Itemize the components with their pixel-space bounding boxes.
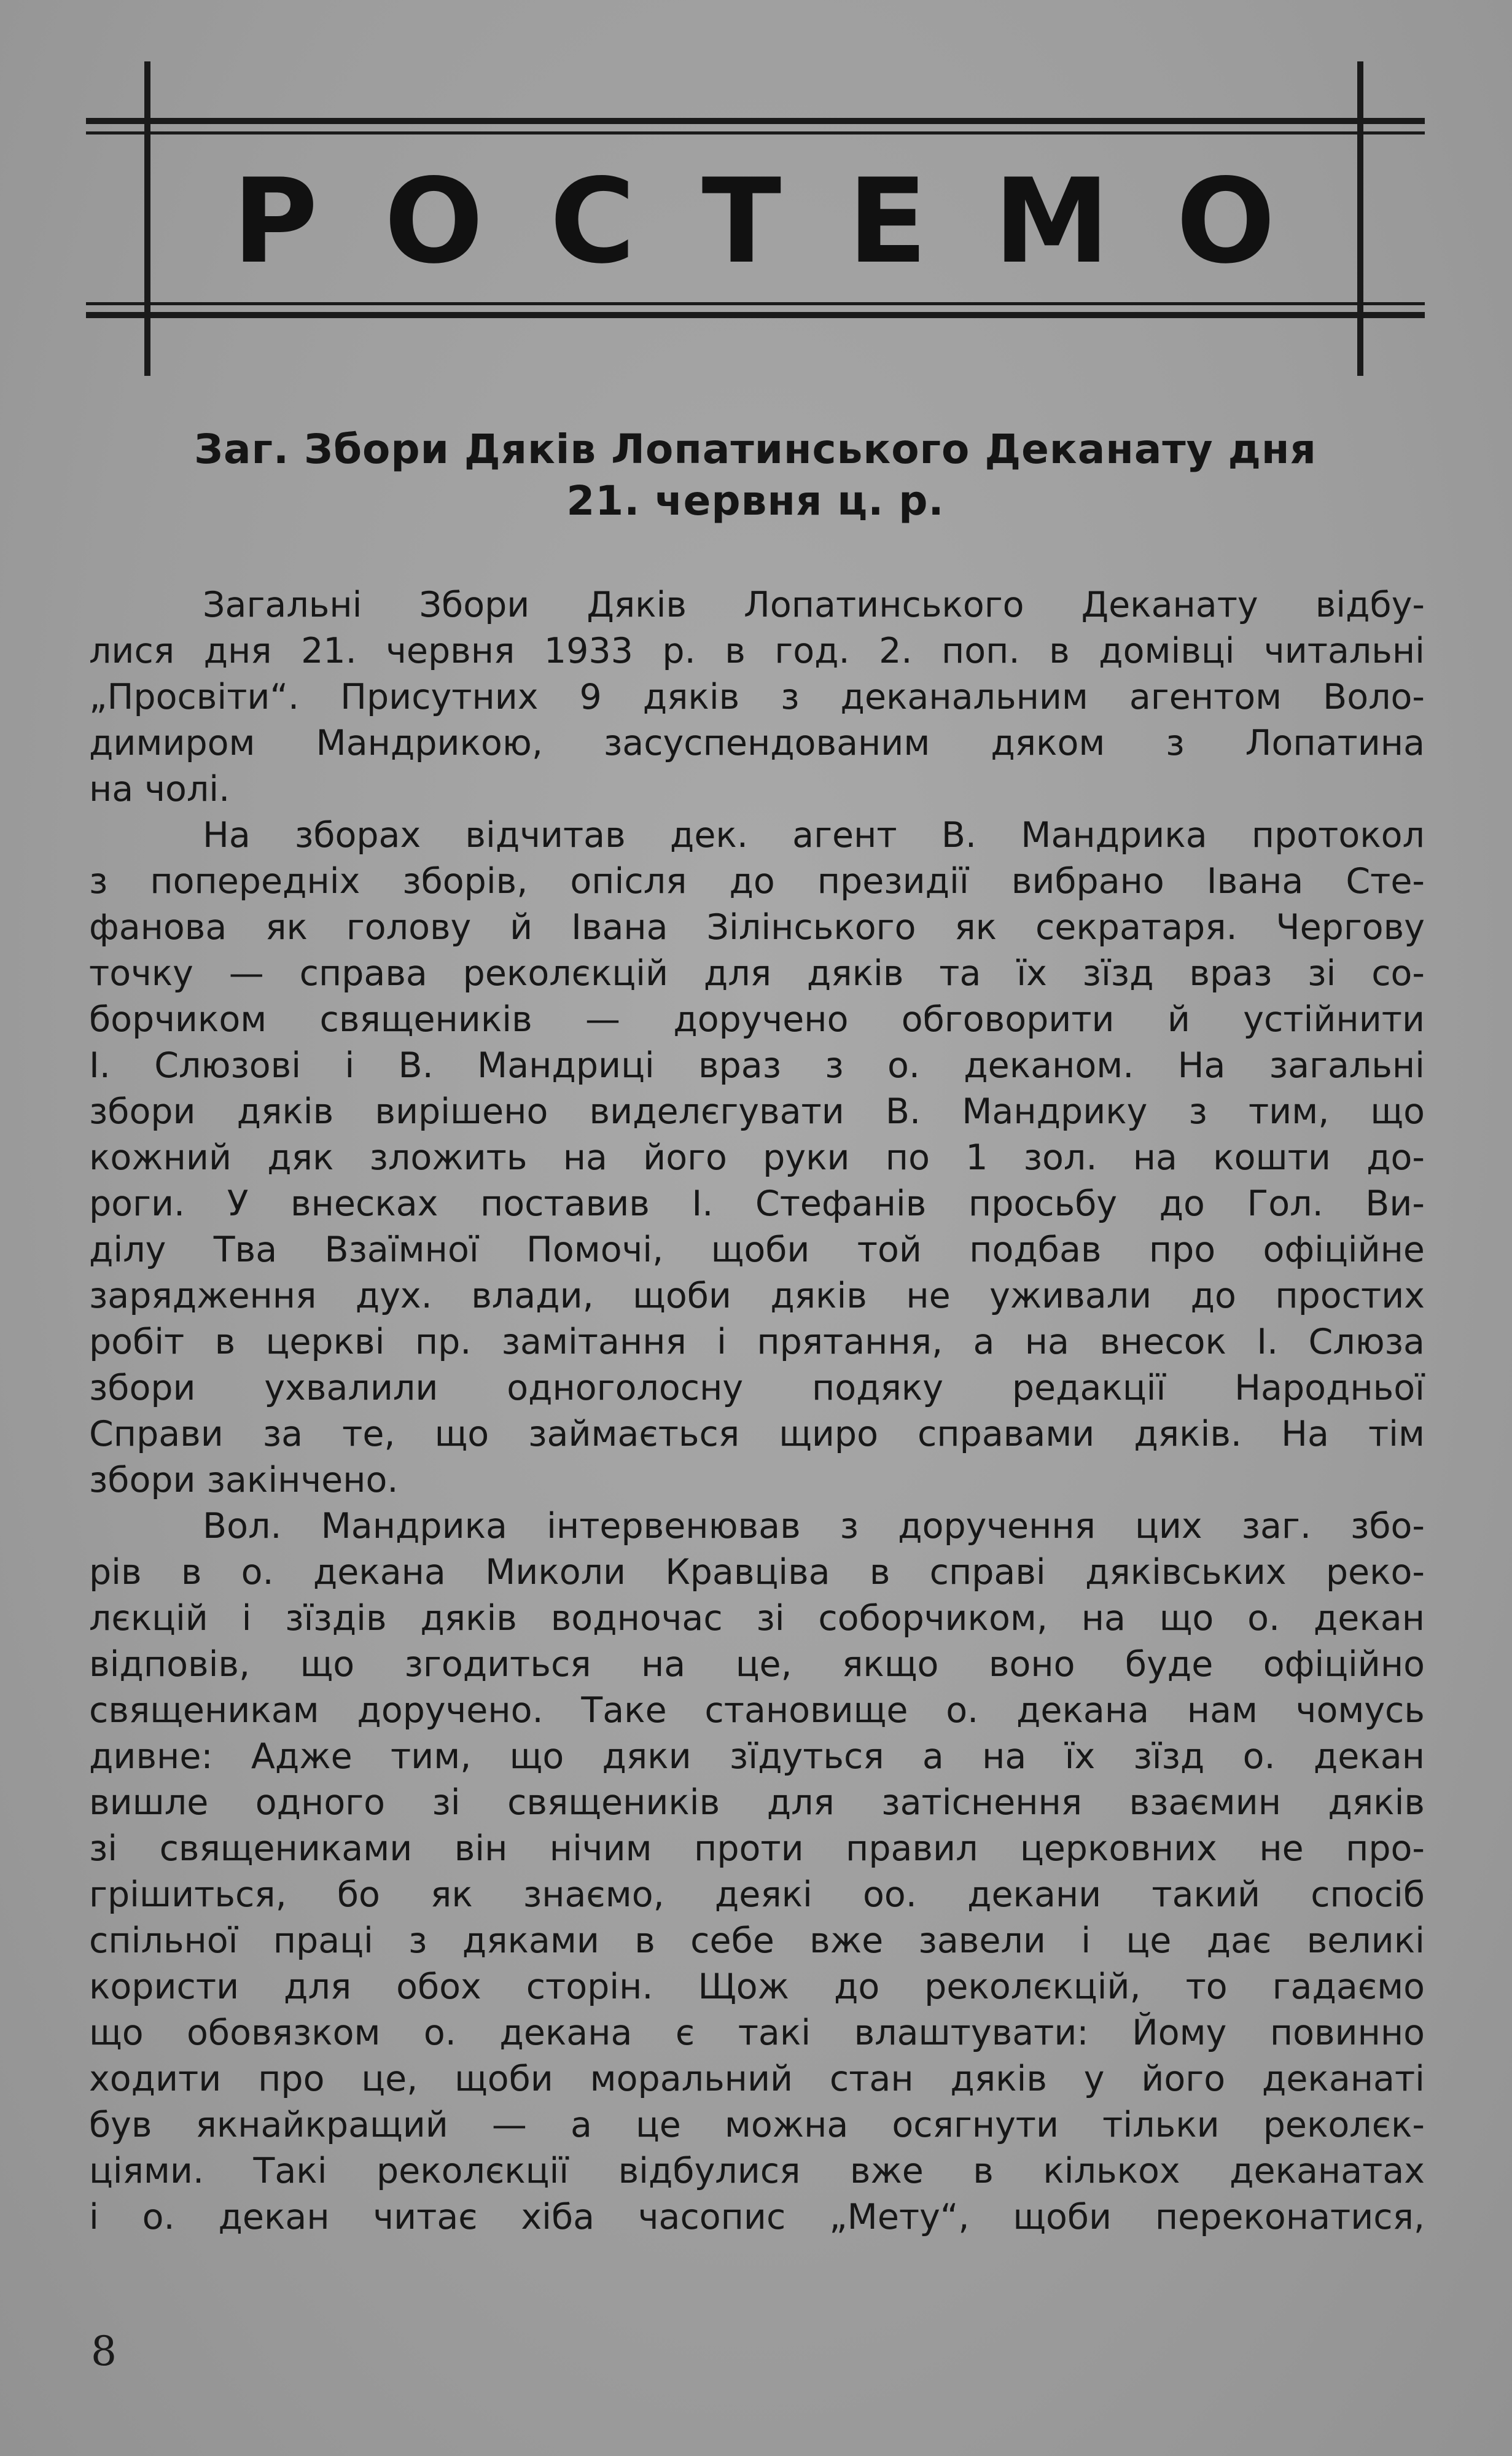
article-body (89, 582, 1425, 2240)
text-line: що обовязком о. декана є такі влаштувати: Йому повинно (89, 2013, 1425, 2053)
text-line: і о. декан читає хіба часопис „Мету“, щоби переконатися, (89, 2197, 1425, 2237)
masthead (86, 61, 1425, 381)
masthead-title: РОСТЕМО (232, 153, 1342, 289)
text-line: користи для обох сторін. Щож до реколєкцій, то гадаємо (89, 1967, 1425, 2007)
text-line: І. Слюзові і В. Мандриці враз з о. деканом. На загальні (89, 1045, 1425, 1086)
text-line: рів в о. декана Миколи Кравціва в справі дяківських реко- (89, 1552, 1425, 1593)
text-line: збори закінчено. (89, 1460, 399, 1500)
masthead-rule-right (1357, 61, 1363, 376)
masthead-rule-top-thick (86, 118, 1425, 124)
text-line: збори дяків вирішено виделєгувати В. Мандрику з тим, що (89, 1091, 1425, 1132)
text-line: борчиком священиків — доручено обговорити й устійнити (89, 999, 1425, 1040)
text-line: ділу Тва Взаїмної Помочі, щоби той подбав про офіційне (89, 1230, 1425, 1270)
text-line: вишле одного зі священиків для затіснення взаємин дяків (89, 1782, 1425, 1823)
text-line: точку — справа реколєкцій для дяків та їх зїзд враз зі со- (89, 953, 1425, 994)
text-line: фанова як голову й Івана Зілінського як секратаря. Чергову (89, 907, 1425, 948)
article-title-line-1: Заг. Збори Дяків Лопатинського Деканату дня (194, 426, 1317, 473)
text-line: „Просвіти“. Присутних 9 дяків з деканальним агентом Воло- (89, 677, 1425, 717)
text-line: відповів, що згодиться на це, якщо воно буде офіційно (89, 1644, 1425, 1685)
text-line: ходити про це, щоби моральний стан дяків у його деканаті (89, 2059, 1425, 2099)
text-line: зі священиками він нічим проти правил церковних не про- (89, 1828, 1425, 1869)
text-line: ціями. Такі реколєкції відбулися вже в кількох деканатах (89, 2151, 1425, 2191)
text-line: дивне: Адже тим, що дяки зїдуться а на їх зїзд о. декан (89, 1736, 1425, 1777)
text-line: Загальні Збори Дяків Лопатинського Деканату відбу- (203, 585, 1425, 625)
text-line: На зборах відчитав дек. агент В. Мандрика протокол (203, 815, 1425, 856)
text-line: лися дня 21. червня 1933 р. в год. 2. поп. в домівці читальні (89, 631, 1425, 671)
article-title (92, 424, 1419, 527)
text-line: з попередніх зборів, опісля до президії вибрано Івана Сте- (89, 861, 1425, 902)
text-line: димиром Мандрикою, засуспендованим дяком з Лопатина (89, 723, 1425, 763)
text-line: був якнайкращий — а це можна осягнути тільки реколєк- (89, 2105, 1425, 2145)
masthead-rule-bottom-thin (86, 302, 1425, 305)
masthead-rule-bottom-thick (86, 312, 1425, 318)
text-line: збори ухвалили одноголосну подяку редакції Народньої (89, 1368, 1425, 1408)
text-line: спільної праці з дяками в себе вже завели і це дає великі (89, 1920, 1425, 1961)
text-line: Вол. Мандрика інтервенював з доручення цих заг. збо- (203, 1506, 1425, 1546)
article-title-line-2: 21. червня ц. р. (566, 477, 945, 524)
text-line: на чолі. (89, 769, 230, 809)
masthead-rule-top-thin (86, 131, 1425, 134)
text-line: кожний дяк зложить на його руки по 1 зол. на кошти до- (89, 1137, 1425, 1178)
page-number: 8 (91, 2328, 117, 2375)
text-line: лєкцій і зїздів дяків водночас зі соборчиком, на що о. декан (89, 1598, 1425, 1639)
text-line: зарядження дух. влади, щоби дяків не уживали до простих (89, 1276, 1425, 1316)
text-line: робіт в церкві пр. замітання і прятання, а на внесок І. Слюза (89, 1322, 1425, 1362)
masthead-rule-left (144, 61, 150, 376)
text-line: грішиться, бо як знаємо, деякі оо. декани такий спосіб (89, 1874, 1425, 1915)
text-line: Справи за те, що займається щиро справами дяків. На тім (89, 1414, 1425, 1454)
text-line: роги. У внесках поставив І. Стефанів просьбу до Гол. Ви- (89, 1183, 1425, 1224)
text-line: священикам доручено. Таке становище о. декана нам чомусь (89, 1690, 1425, 1731)
